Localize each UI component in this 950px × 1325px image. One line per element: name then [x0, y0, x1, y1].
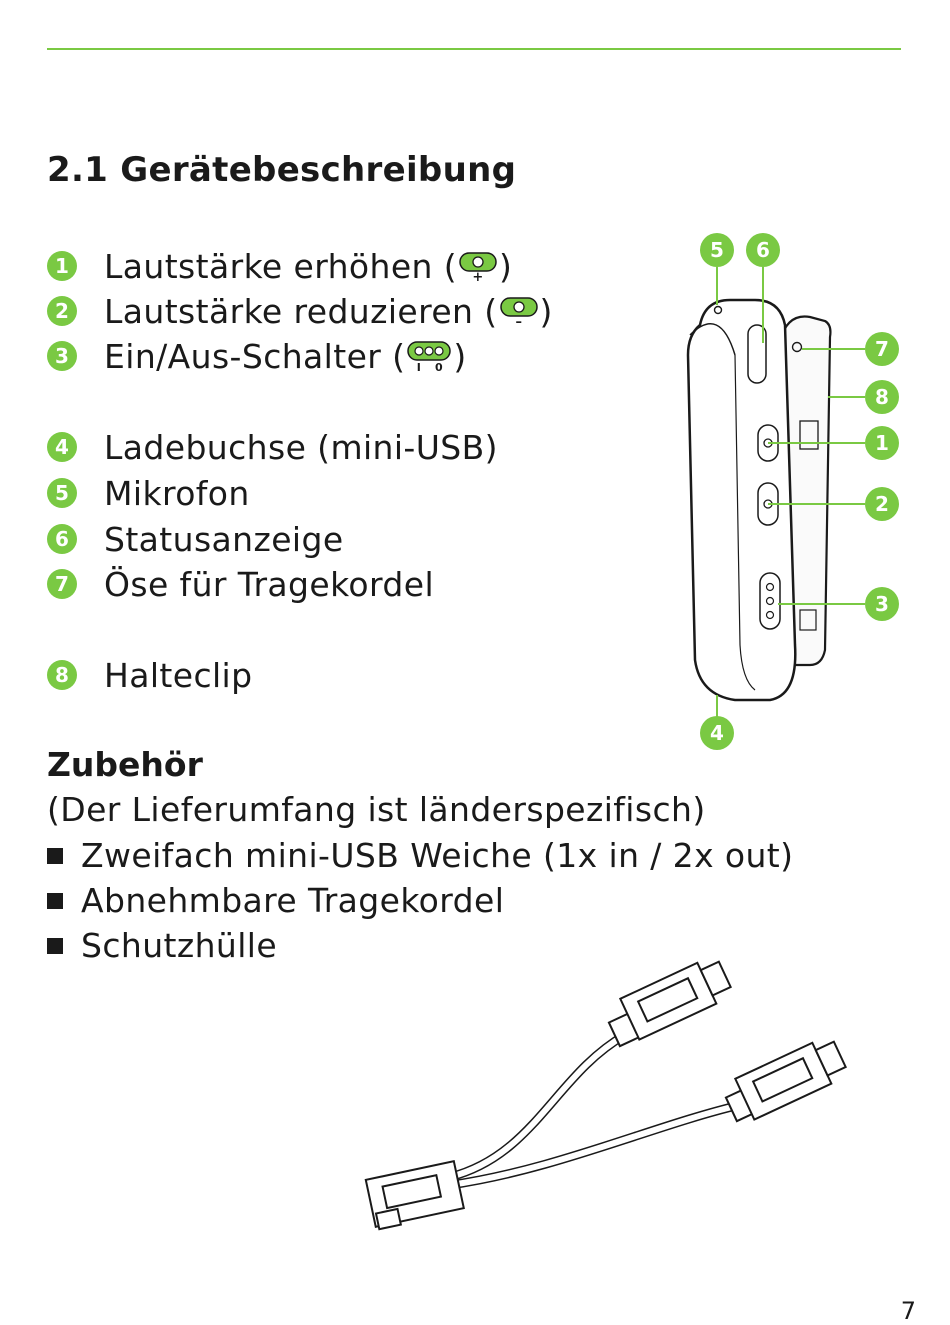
item-label: Statusanzeige: [104, 519, 344, 559]
volume-up-button-icon: [458, 251, 498, 281]
svg-text:7: 7: [875, 337, 889, 361]
top-rule: [47, 48, 901, 50]
svg-text:3: 3: [875, 592, 889, 616]
list-item: [47, 655, 252, 695]
item-label: Ladebuchse (mini-USB): [104, 427, 498, 467]
callout-number: 2: [47, 296, 77, 326]
item-label: Öse für Tragekordel: [104, 564, 435, 604]
item-label: Lautstärke reduzieren ( – ): [104, 291, 553, 331]
accessories-title: Zubehör: [47, 745, 203, 784]
svg-text:0: 0: [435, 361, 444, 372]
bullet-icon: [47, 848, 63, 864]
callout-number: 7: [47, 569, 77, 599]
device-illustration: [660, 225, 920, 760]
list-item: [47, 564, 434, 604]
svg-text:I: I: [417, 361, 422, 372]
volume-down-button-icon: [499, 296, 539, 326]
svg-text:2: 2: [875, 492, 889, 516]
callout-number: 1: [47, 251, 77, 281]
callout-number: 8: [47, 660, 77, 690]
list-item: [47, 291, 553, 331]
bullet-icon: [47, 893, 63, 909]
list-item: [47, 427, 498, 467]
page-number: 7: [900, 1297, 916, 1325]
list-item: [47, 519, 344, 559]
device-body: [688, 300, 795, 700]
usb-splitter-illustration: [355, 955, 855, 1245]
list-item: Abnehmbare Tragekordel: [47, 881, 504, 920]
callout-number: 3: [47, 341, 77, 371]
callout-number: 5: [47, 478, 77, 508]
svg-text:6: 6: [756, 238, 770, 262]
callout-number: 6: [47, 524, 77, 554]
list-item: [47, 473, 250, 513]
list-item: [47, 246, 512, 286]
svg-text:5: 5: [710, 238, 724, 262]
list-item: Zweifach mini-USB Weiche (1x in / 2x out): [47, 836, 793, 875]
svg-text:1: 1: [875, 431, 889, 455]
accessories-note: (Der Lieferumfang ist länderspezifisch): [47, 790, 706, 829]
item-label: Lautstärke erhöhen ( + ): [104, 246, 513, 286]
power-switch-shape: [760, 573, 780, 629]
item-label: Mikrofon: [104, 473, 250, 513]
bullet-icon: [47, 938, 63, 954]
svg-text:4: 4: [710, 721, 724, 745]
list-item: Schutzhülle: [47, 926, 277, 965]
svg-text:+: +: [472, 270, 484, 281]
list-item: [47, 336, 467, 376]
section-title: 2.1 Gerätebeschreibung: [47, 150, 517, 190]
power-switch-icon: [406, 340, 452, 372]
callout-number: 4: [47, 432, 77, 462]
svg-text:8: 8: [875, 385, 889, 409]
item-label: Ein/Aus-Schalter ( I 0 ): [104, 336, 467, 376]
svg-text:–: –: [515, 315, 522, 326]
item-label: Halteclip: [104, 655, 253, 695]
